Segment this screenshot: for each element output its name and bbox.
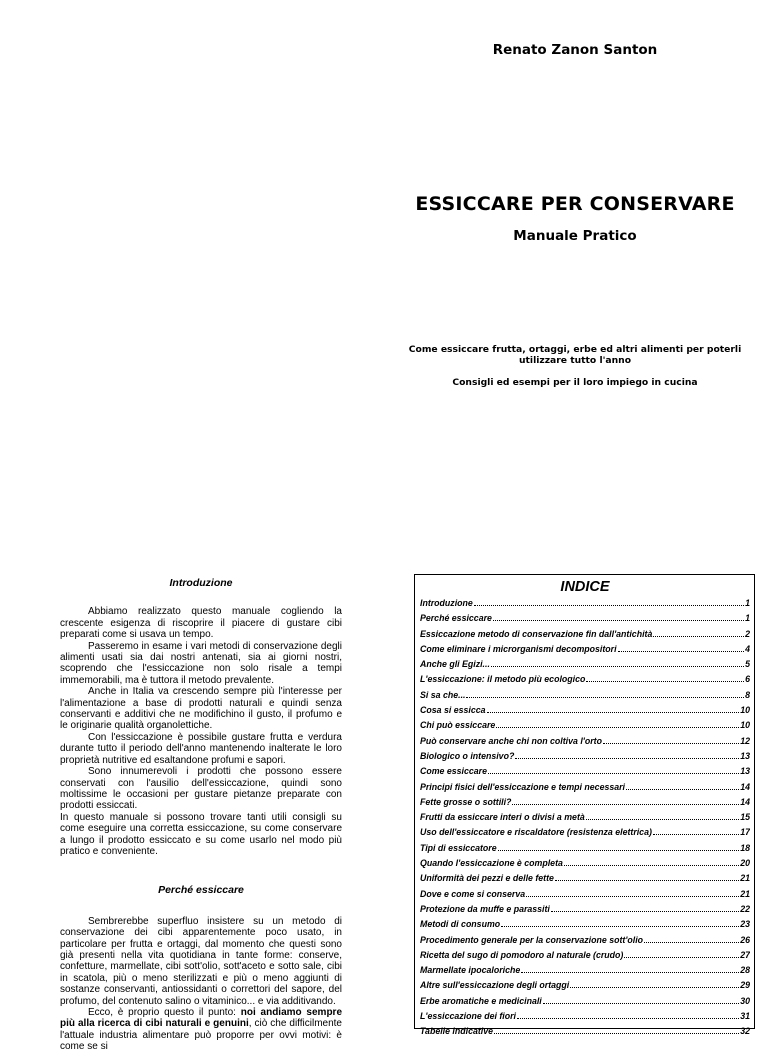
index-entry[interactable] (420, 795, 750, 810)
index-entry-label: Cosa si essicca (420, 705, 486, 716)
index-entry-page: 29 (740, 980, 750, 991)
book-description-2: Consigli ed esempi per il loro impiego in cucina (452, 377, 698, 388)
index-entry-label: Come eliminare i microrganismi decompositori (420, 643, 617, 654)
index-entry-leader (491, 666, 744, 667)
perche-paragraph: Sembrerebbe superfluo insistere su un metodo di conservazione dei cibi apparentemente poco usato, in particolare per frutta e ortaggi, dal momento che questi sono già presenti nella vita quotidiana in tante forme: conserve, confetture, marmellate, cibi sott'olio, sott'aceto e sotto sale, cibi in scatola, più o meno sterilizzati e più o meno aggiunti di sostanze conservanti, antiossidanti o correttori del sapore, del profumo, del contenuto salino o vitaminico... e via additivando. (60, 915, 342, 1007)
index-entry-label: Protezione da muffe e parassiti (420, 903, 550, 914)
author-name: Renato Zanon Santon (492, 42, 658, 58)
index-entry-label: L'essiccazione: il metodo più ecologico (420, 674, 586, 685)
index-entry-leader (494, 1033, 739, 1034)
index-entry-label: Dove e come si conserva (420, 888, 526, 899)
index-entry-label: L'essiccazione dei fiori (420, 1011, 516, 1022)
index-entry-leader (526, 896, 739, 897)
index-entry[interactable] (420, 887, 750, 902)
index-title: INDICE (560, 579, 610, 595)
index-entry-page: 13 (740, 750, 750, 761)
intro-paragraph: Anche in Italia va crescendo sempre più l'interesse per l'alimentazione a base di prodotti naturali e quindi senza conservanti e additivi che ne modifichino il gusto, il profumo e le originarie qualità organolettiche. (60, 686, 342, 732)
index-entry-label: Principi fisici dell'essiccazione e tempi necessari (420, 781, 626, 792)
index-entry-leader (498, 850, 740, 851)
index-entry[interactable] (420, 1009, 750, 1024)
index-entry-leader (626, 789, 739, 790)
index-entry-leader (501, 926, 739, 927)
index-entry-label: Frutti da essiccare interi o divisi a metà (420, 812, 585, 823)
index-entry-leader (493, 620, 744, 621)
index-entry-page: 28 (740, 965, 750, 976)
index-entry-leader (512, 804, 739, 805)
index-entry[interactable] (420, 688, 750, 703)
index-entry-leader (517, 1018, 739, 1019)
index-entry-page: 18 (740, 842, 750, 853)
index-entry[interactable] (420, 948, 750, 963)
index-entry-page: 6 (745, 674, 750, 685)
index-entry-page: 22 (740, 903, 750, 914)
index-entry-leader (543, 1003, 739, 1004)
index-entry-leader (570, 987, 739, 988)
index-entry-page: 5 (745, 659, 750, 670)
index-entry-leader (586, 681, 744, 682)
index-list (420, 596, 750, 1040)
index-entry-label: Chi può essiccare (420, 720, 496, 731)
index-entry[interactable] (420, 627, 750, 642)
index-entry-page: 4 (745, 643, 750, 654)
index-entry-leader (466, 697, 744, 698)
index-entry[interactable] (420, 642, 750, 657)
index-entry[interactable] (420, 734, 750, 749)
index-entry-label: Metodi di consumo (420, 919, 501, 930)
index-entry-page: 1 (745, 598, 750, 608)
index-entry-page: 8 (745, 689, 750, 700)
index-entry-label: Marmellate ipocaloriche (420, 965, 521, 976)
index-entry-label: Si sa che... (420, 689, 466, 700)
index-entry-label: Fette grosse o sottili? (420, 796, 512, 807)
perche-paragraph (60, 1007, 342, 1053)
index-entry-leader (603, 743, 739, 744)
index-entry-leader (653, 834, 739, 835)
index-box (414, 574, 755, 1037)
index-entry-page: 12 (740, 735, 750, 746)
index-entry[interactable] (420, 672, 750, 687)
book-title: ESSICCARE PER CONSERVARE (415, 193, 735, 215)
index-entry[interactable] (420, 1024, 750, 1039)
index-entry[interactable] (420, 933, 750, 948)
index-entry-label: Erbe aromatiche e medicinali (420, 995, 542, 1006)
index-entry-label: Essiccazione metodo di conservazione fin dall'antichità (420, 628, 653, 639)
index-entry[interactable] (420, 718, 750, 733)
left-column (60, 578, 342, 1053)
index-entry[interactable] (420, 657, 750, 672)
index-entry[interactable] (420, 703, 750, 718)
index-entry-page: 1 (745, 613, 750, 624)
index-entry-page: 31 (740, 1011, 750, 1022)
index-entry[interactable] (420, 841, 750, 856)
index-entry-label: Quando l'essiccazione è completa (420, 858, 563, 869)
perche-text-bold: noi andiamo sempre più alla ricerca di cibi naturali e genuini (60, 1007, 343, 1030)
index-entry-page: 15 (740, 812, 750, 823)
index-entry-label: Uso dell'essiccatore e riscaldatore (resistenza elettrica) (420, 827, 652, 838)
index-entry-page: 2 (745, 628, 750, 639)
intro-paragraph: Sono innumerevoli i prodotti che possono essere conservati con l'ausilio dell'essiccazione, quindi sono moltissime le occasioni per gustare pietanze preparate con prodotti essiccati. (60, 766, 342, 812)
index-entry-leader (624, 957, 739, 958)
index-entry[interactable] (420, 856, 750, 871)
book-description: Come essiccare frutta, ortaggi, erbe ed altri alimenti per poterli utilizzare tutto l'anno (408, 344, 742, 366)
index-entry-page: 20 (740, 858, 750, 869)
index-entry-leader (515, 758, 739, 759)
index-entry-label: Tipi di essiccatore (420, 842, 497, 853)
book-subtitle: Manuale Pratico (513, 228, 637, 244)
index-entry-page: 27 (740, 949, 750, 960)
index-entry[interactable] (420, 749, 750, 764)
index-entry[interactable] (420, 994, 750, 1009)
index-entry-leader (521, 972, 739, 973)
index-entry-label: Tabelle indicative (420, 1026, 494, 1037)
index-entry[interactable] (420, 963, 750, 978)
index-entry-leader (618, 651, 745, 652)
index-entry-page: 17 (740, 827, 750, 838)
index-entry[interactable] (420, 978, 750, 993)
section-title-introduzione: Introduzione (169, 577, 233, 589)
index-entry-leader (496, 727, 739, 728)
index-entry-leader (653, 636, 744, 637)
index-entry-label: Come essiccare (420, 766, 487, 777)
index-entry[interactable] (420, 764, 750, 779)
index-entry-leader (564, 865, 739, 866)
index-entry-label: Può conservare anche chi non coltiva l'orto (420, 735, 602, 746)
index-entry-page: 10 (740, 720, 750, 731)
perche-text-end: , ciò che difficilmente l'attuale industria alimentare può proporre per ovvi motivi: è come se si (60, 1018, 342, 1053)
index-entry-label: Ricetta del sugo di pomodoro al naturale (crudo) (420, 949, 624, 960)
index-entry[interactable] (420, 871, 750, 886)
intro-paragraph: Con l'essiccazione è possibile gustare frutta e verdura durante tutto il periodo dell'anno mantenendo inalterate le loro proprietà nutritive ed esaltandone profumi e sapori. (60, 731, 342, 766)
index-entry-page: 21 (740, 873, 750, 884)
index-entry-leader (474, 605, 744, 606)
index-entry-leader (551, 911, 739, 912)
index-entry-label: Altre sull'essiccazione degli ortaggi (420, 980, 570, 991)
index-entry-leader (586, 819, 739, 820)
index-entry-label: Perché essiccare (420, 613, 492, 624)
index-entry-leader (555, 880, 739, 881)
index-entry[interactable] (420, 596, 750, 611)
index-entry-leader (487, 712, 740, 713)
index-entry-page: 21 (740, 888, 750, 899)
index-entry-label: Uniformità dei pezzi e delle fette (420, 873, 554, 884)
index-entry-label: Procedimento generale per la conservazione sott'olio (420, 934, 644, 945)
index-entry-page: 26 (740, 934, 750, 945)
index-entry-page: 14 (740, 796, 750, 807)
section-title-perche: Perché essiccare (158, 884, 244, 897)
index-entry-page: 10 (740, 705, 750, 716)
intro-paragraph: Abbiamo realizzato questo manuale cogliendo la crescente esigenza di riscoprire il piacere di gustare cibi preparati come si usava un tempo. (60, 606, 342, 641)
index-entry-page: 32 (740, 1026, 750, 1037)
index-entry-page: 13 (740, 766, 750, 777)
intro-paragraph: In questo manuale si possono trovare tanti utili consigli su come eseguire una corretta essiccazione, su come conservare a lungo il prodotto essiccato e su come usarlo nel modo più pratico e conveniente. (60, 811, 342, 857)
index-entry[interactable] (420, 825, 750, 840)
index-entry-leader (488, 773, 739, 774)
index-entry-label: Biologico o intensivo? (420, 750, 515, 761)
index-entry-page: 14 (740, 781, 750, 792)
intro-paragraph: Passeremo in esame i vari metodi di conservazione degli alimenti usati sia dai nostri antenati, sia ai giorni nostri, scoprendo che l'essiccazione non solo risale a tempi immemorabili, ma è tuttora il metodo prevalente. (60, 640, 342, 686)
index-entry-label: Introduzione (420, 598, 473, 608)
index-entry-page: 23 (740, 919, 750, 930)
index-entry[interactable] (420, 902, 750, 917)
index-entry-leader (644, 942, 739, 943)
index-entry[interactable] (420, 810, 750, 825)
index-entry[interactable] (420, 917, 750, 932)
index-entry[interactable] (420, 780, 750, 795)
index-entry-label: Anche gli Egizi... (420, 659, 490, 670)
perche-text-start: Ecco, è proprio questo il punto: (88, 1007, 241, 1018)
index-entry-page: 30 (740, 995, 750, 1006)
index-entry[interactable] (420, 611, 750, 626)
